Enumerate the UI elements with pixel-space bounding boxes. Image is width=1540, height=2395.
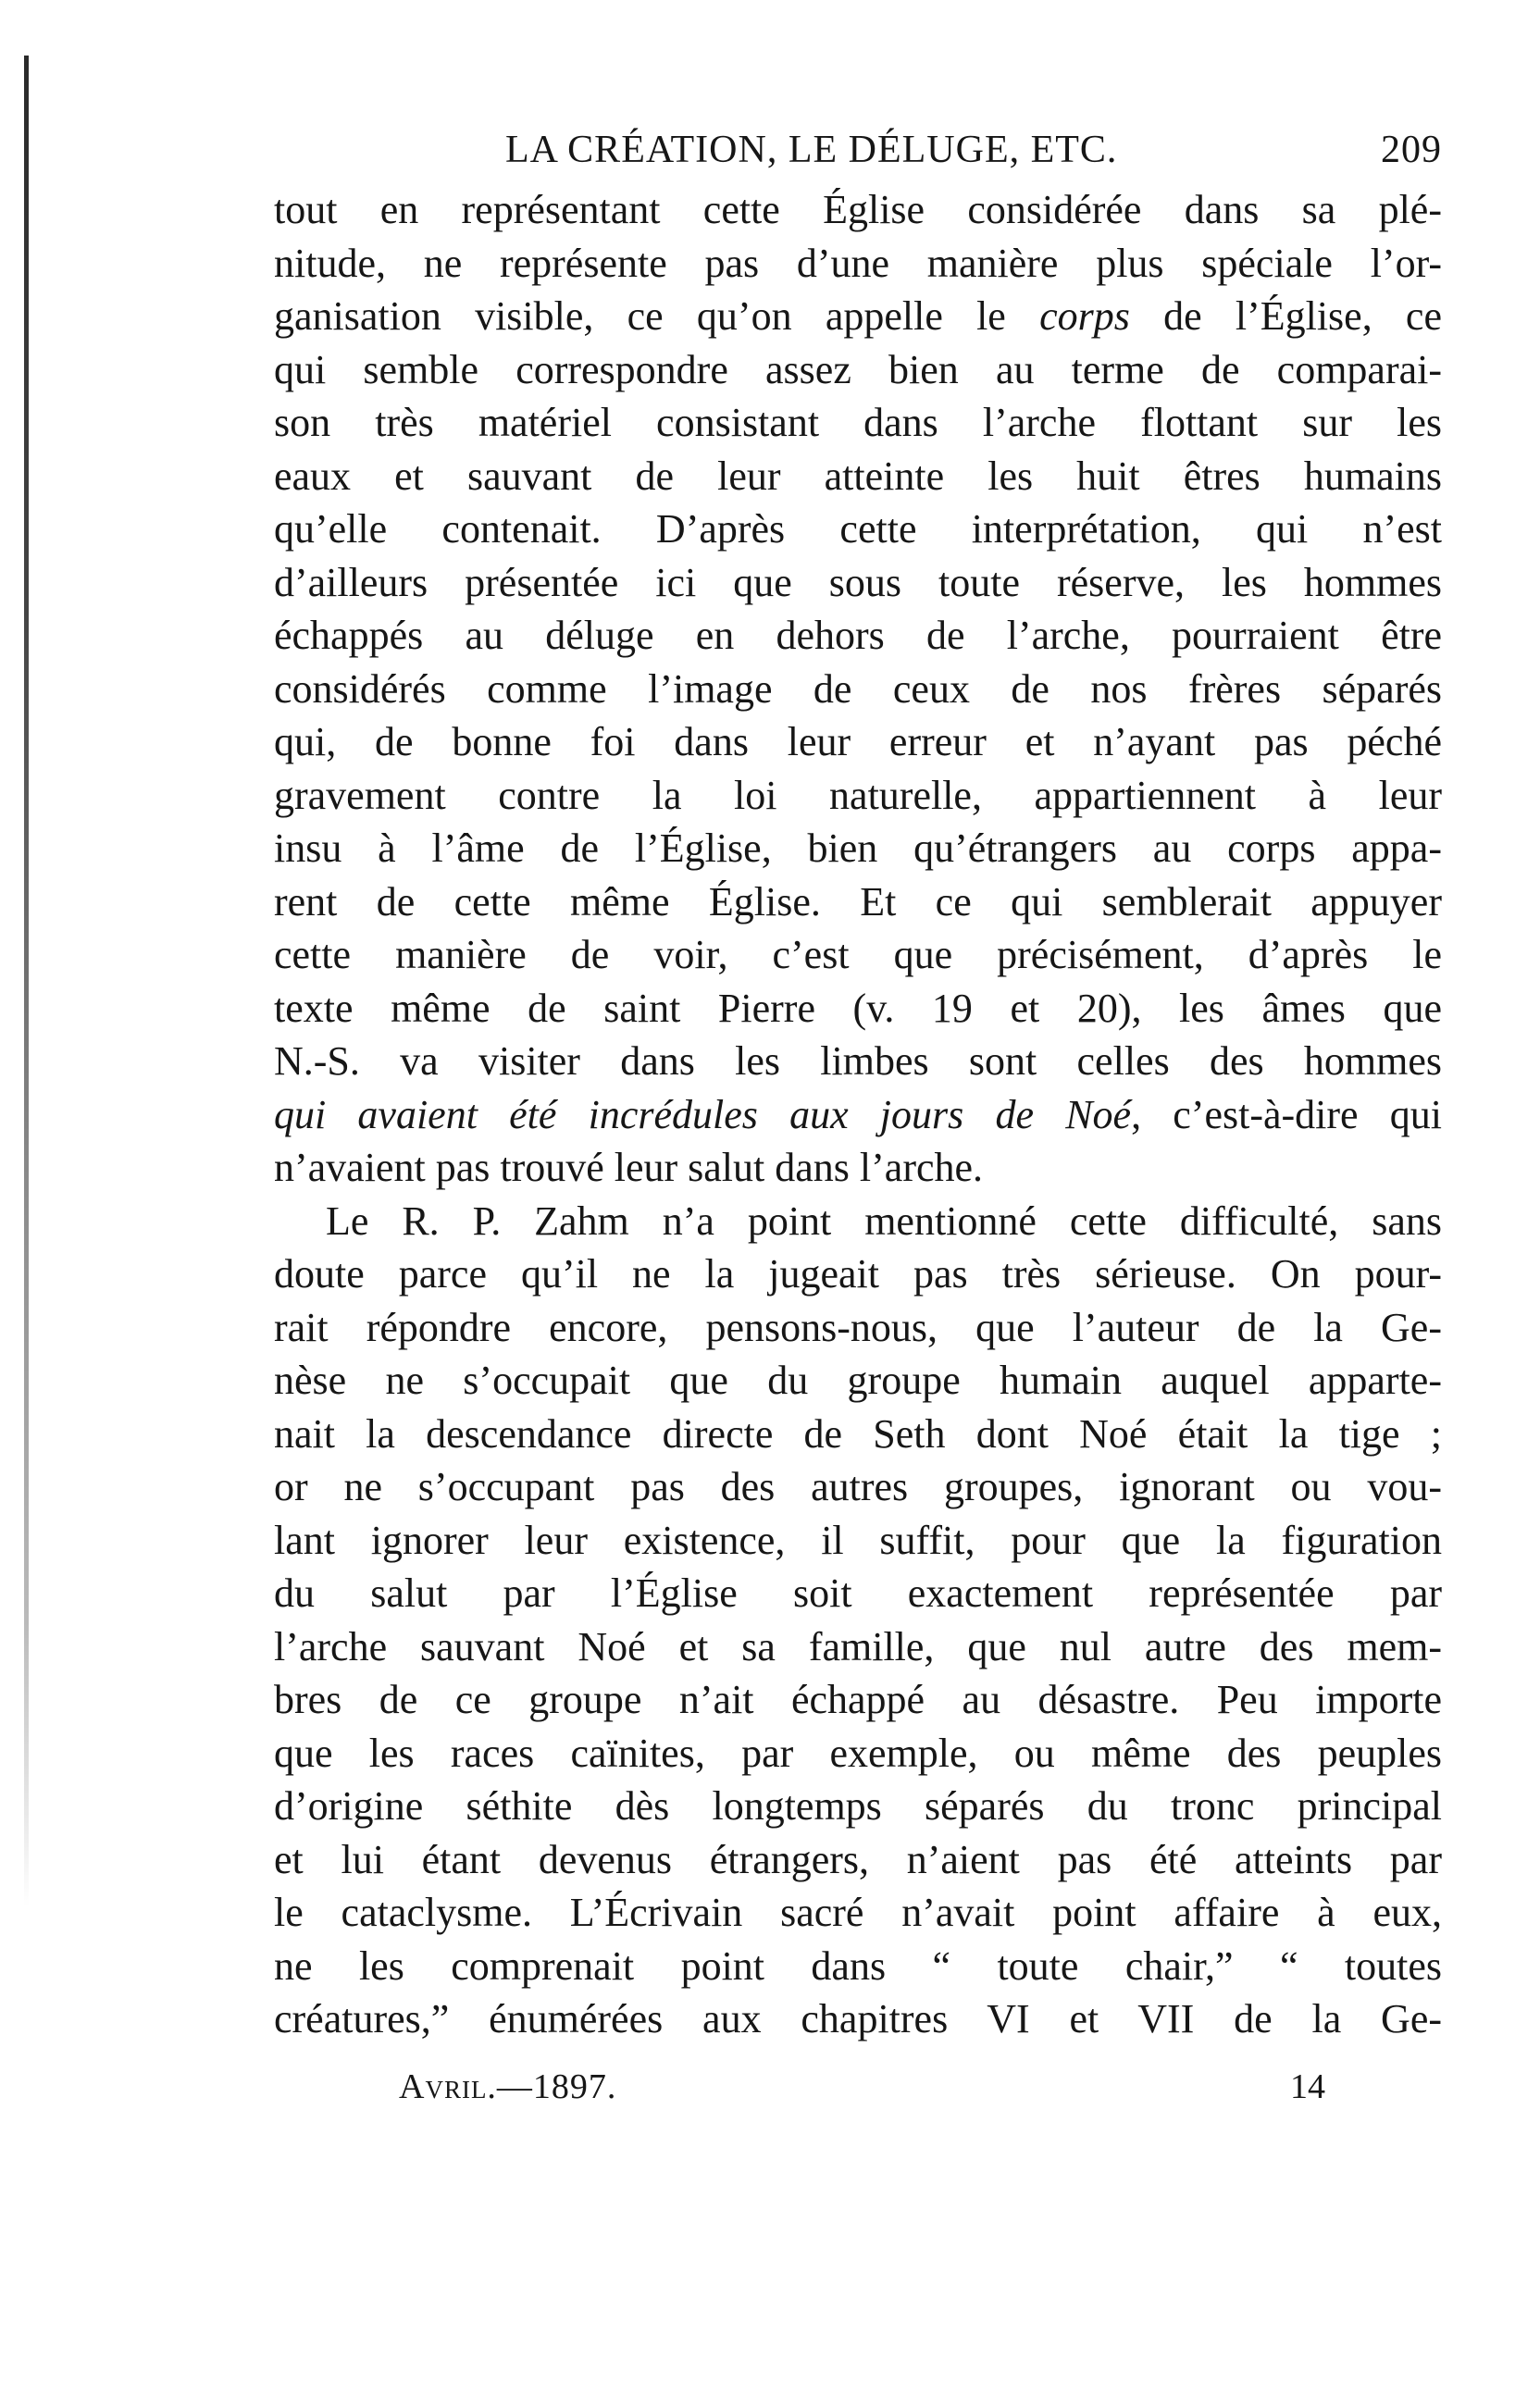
text-line: Le R. P. Zahm n’a point mentionné cette difficulté, sans bbox=[326, 1198, 1442, 1244]
text-line: d’ailleurs présentée ici que sous toute réserve, les hommes bbox=[274, 559, 1442, 605]
text-line: créatures,” énumérées aux chapitres VI et VII de la Ge- bbox=[274, 1996, 1442, 2041]
text-line: texte même de saint Pierre (v. 19 et 20), les âmes que bbox=[274, 985, 1442, 1031]
text-line: lant ignorer leur existence, il suffit, pour que la figuration bbox=[274, 1517, 1442, 1563]
sheet-number: 14 bbox=[1290, 2066, 1325, 2106]
text-line: nitude, ne représente pas d’une manière plus spéciale l’or- bbox=[274, 240, 1442, 286]
text-line: nait la descendance directe de Seth dont Noé était la tige ; bbox=[274, 1410, 1442, 1457]
line-text-pre: ganisation visible, ce qu’on appelle le bbox=[274, 293, 1040, 339]
book-page bbox=[274, 128, 1442, 2113]
text-line: tout en représentant cette Église considérée dans sa plé- bbox=[274, 187, 1442, 232]
text-line: doute parce qu’il ne la jugeait pas très sérieuse. On pour- bbox=[274, 1251, 1442, 1297]
paragraph-2 bbox=[274, 1195, 1442, 2046]
text-line: échappés au déluge en dehors de l’arche, pourraient être bbox=[274, 613, 1442, 658]
emphasis-text: qui avaient été incrédules aux jours de Noé bbox=[274, 1091, 1132, 1137]
text-line: et lui étant devenus étrangers, n’aient pas été atteints par bbox=[274, 1836, 1442, 1882]
text-line: gravement contre la loi naturelle, appartiennent à leur bbox=[274, 772, 1442, 818]
text-line: du salut par l’Église soit exactement représentée par bbox=[274, 1570, 1442, 1616]
paragraph-1 bbox=[274, 183, 1442, 1195]
text-line: que les races caïnites, par exemple, ou même des peuples bbox=[274, 1730, 1442, 1776]
text-line: qui semble correspondre assez bien au terme de comparai- bbox=[274, 346, 1442, 392]
text-line: qu’elle contenait. D’après cette interprétation, qui n’est bbox=[274, 506, 1442, 552]
emphasis-text: corps bbox=[1039, 293, 1130, 339]
text-line: or ne s’occupant pas des autres groupes, ignorant ou vou- bbox=[274, 1464, 1442, 1509]
line-text-post: , c’est-à-dire qui bbox=[1131, 1091, 1442, 1137]
text-line: rait répondre encore, pensons-nous, que l’auteur de la Ge- bbox=[274, 1304, 1442, 1350]
text-line bbox=[274, 290, 1442, 343]
text-line: d’origine séthite dès longtemps séparés du tronc principal bbox=[274, 1783, 1442, 1829]
text-line: considérés comme l’image de ceux de nos frères séparés bbox=[274, 665, 1442, 712]
line-text-post: de l’Église, ce bbox=[1129, 293, 1442, 339]
text-line: insu à l’âme de l’Église, bien qu’étrangers au corps appa- bbox=[274, 825, 1442, 871]
text-line: son très matériel consistant dans l’arche flottant sur les bbox=[274, 400, 1442, 445]
text-line: bres de ce groupe n’ait échappé au désastre. Peu importe bbox=[274, 1677, 1442, 1722]
text-line: N.-S. va visiter dans les limbes sont celles des hommes bbox=[274, 1038, 1442, 1084]
running-head bbox=[274, 128, 1442, 183]
signature-mark: Avril.—1897. bbox=[399, 2066, 617, 2106]
text-line: rent de cette même Église. Et ce qui semblerait appuyer bbox=[274, 878, 1442, 924]
text-line: n’avaient pas trouvé leur salut dans l’arche. bbox=[274, 1145, 984, 1190]
text-line: le cataclysme. L’Écrivain sacré n’avait point affaire à eux, bbox=[274, 1890, 1442, 1935]
text-line: cette manière de voir, c’est que précisément, d’après le bbox=[274, 932, 1442, 977]
text-line: l’arche sauvant Noé et sa famille, que nul autre des mem- bbox=[274, 1623, 1442, 1669]
scan-edge-shadow bbox=[24, 56, 29, 1906]
text-line: ne les comprenait point dans “ toute chair,” “ toutes bbox=[274, 1942, 1442, 1989]
body-text bbox=[274, 183, 1442, 2046]
running-head-title: LA CRÉATION, LE DÉLUGE, ETC. bbox=[505, 129, 1118, 171]
page-number: 209 bbox=[1381, 129, 1442, 171]
page-footer bbox=[274, 2066, 1442, 2113]
text-line: qui, de bonne foi dans leur erreur et n’ayant pas péché bbox=[274, 719, 1442, 764]
text-line: nèse ne s’occupait que du groupe humain auquel apparte- bbox=[274, 1358, 1442, 1403]
text-line: eaux et sauvant de leur atteinte les huit êtres humains bbox=[274, 453, 1442, 499]
text-line bbox=[274, 1088, 1442, 1142]
